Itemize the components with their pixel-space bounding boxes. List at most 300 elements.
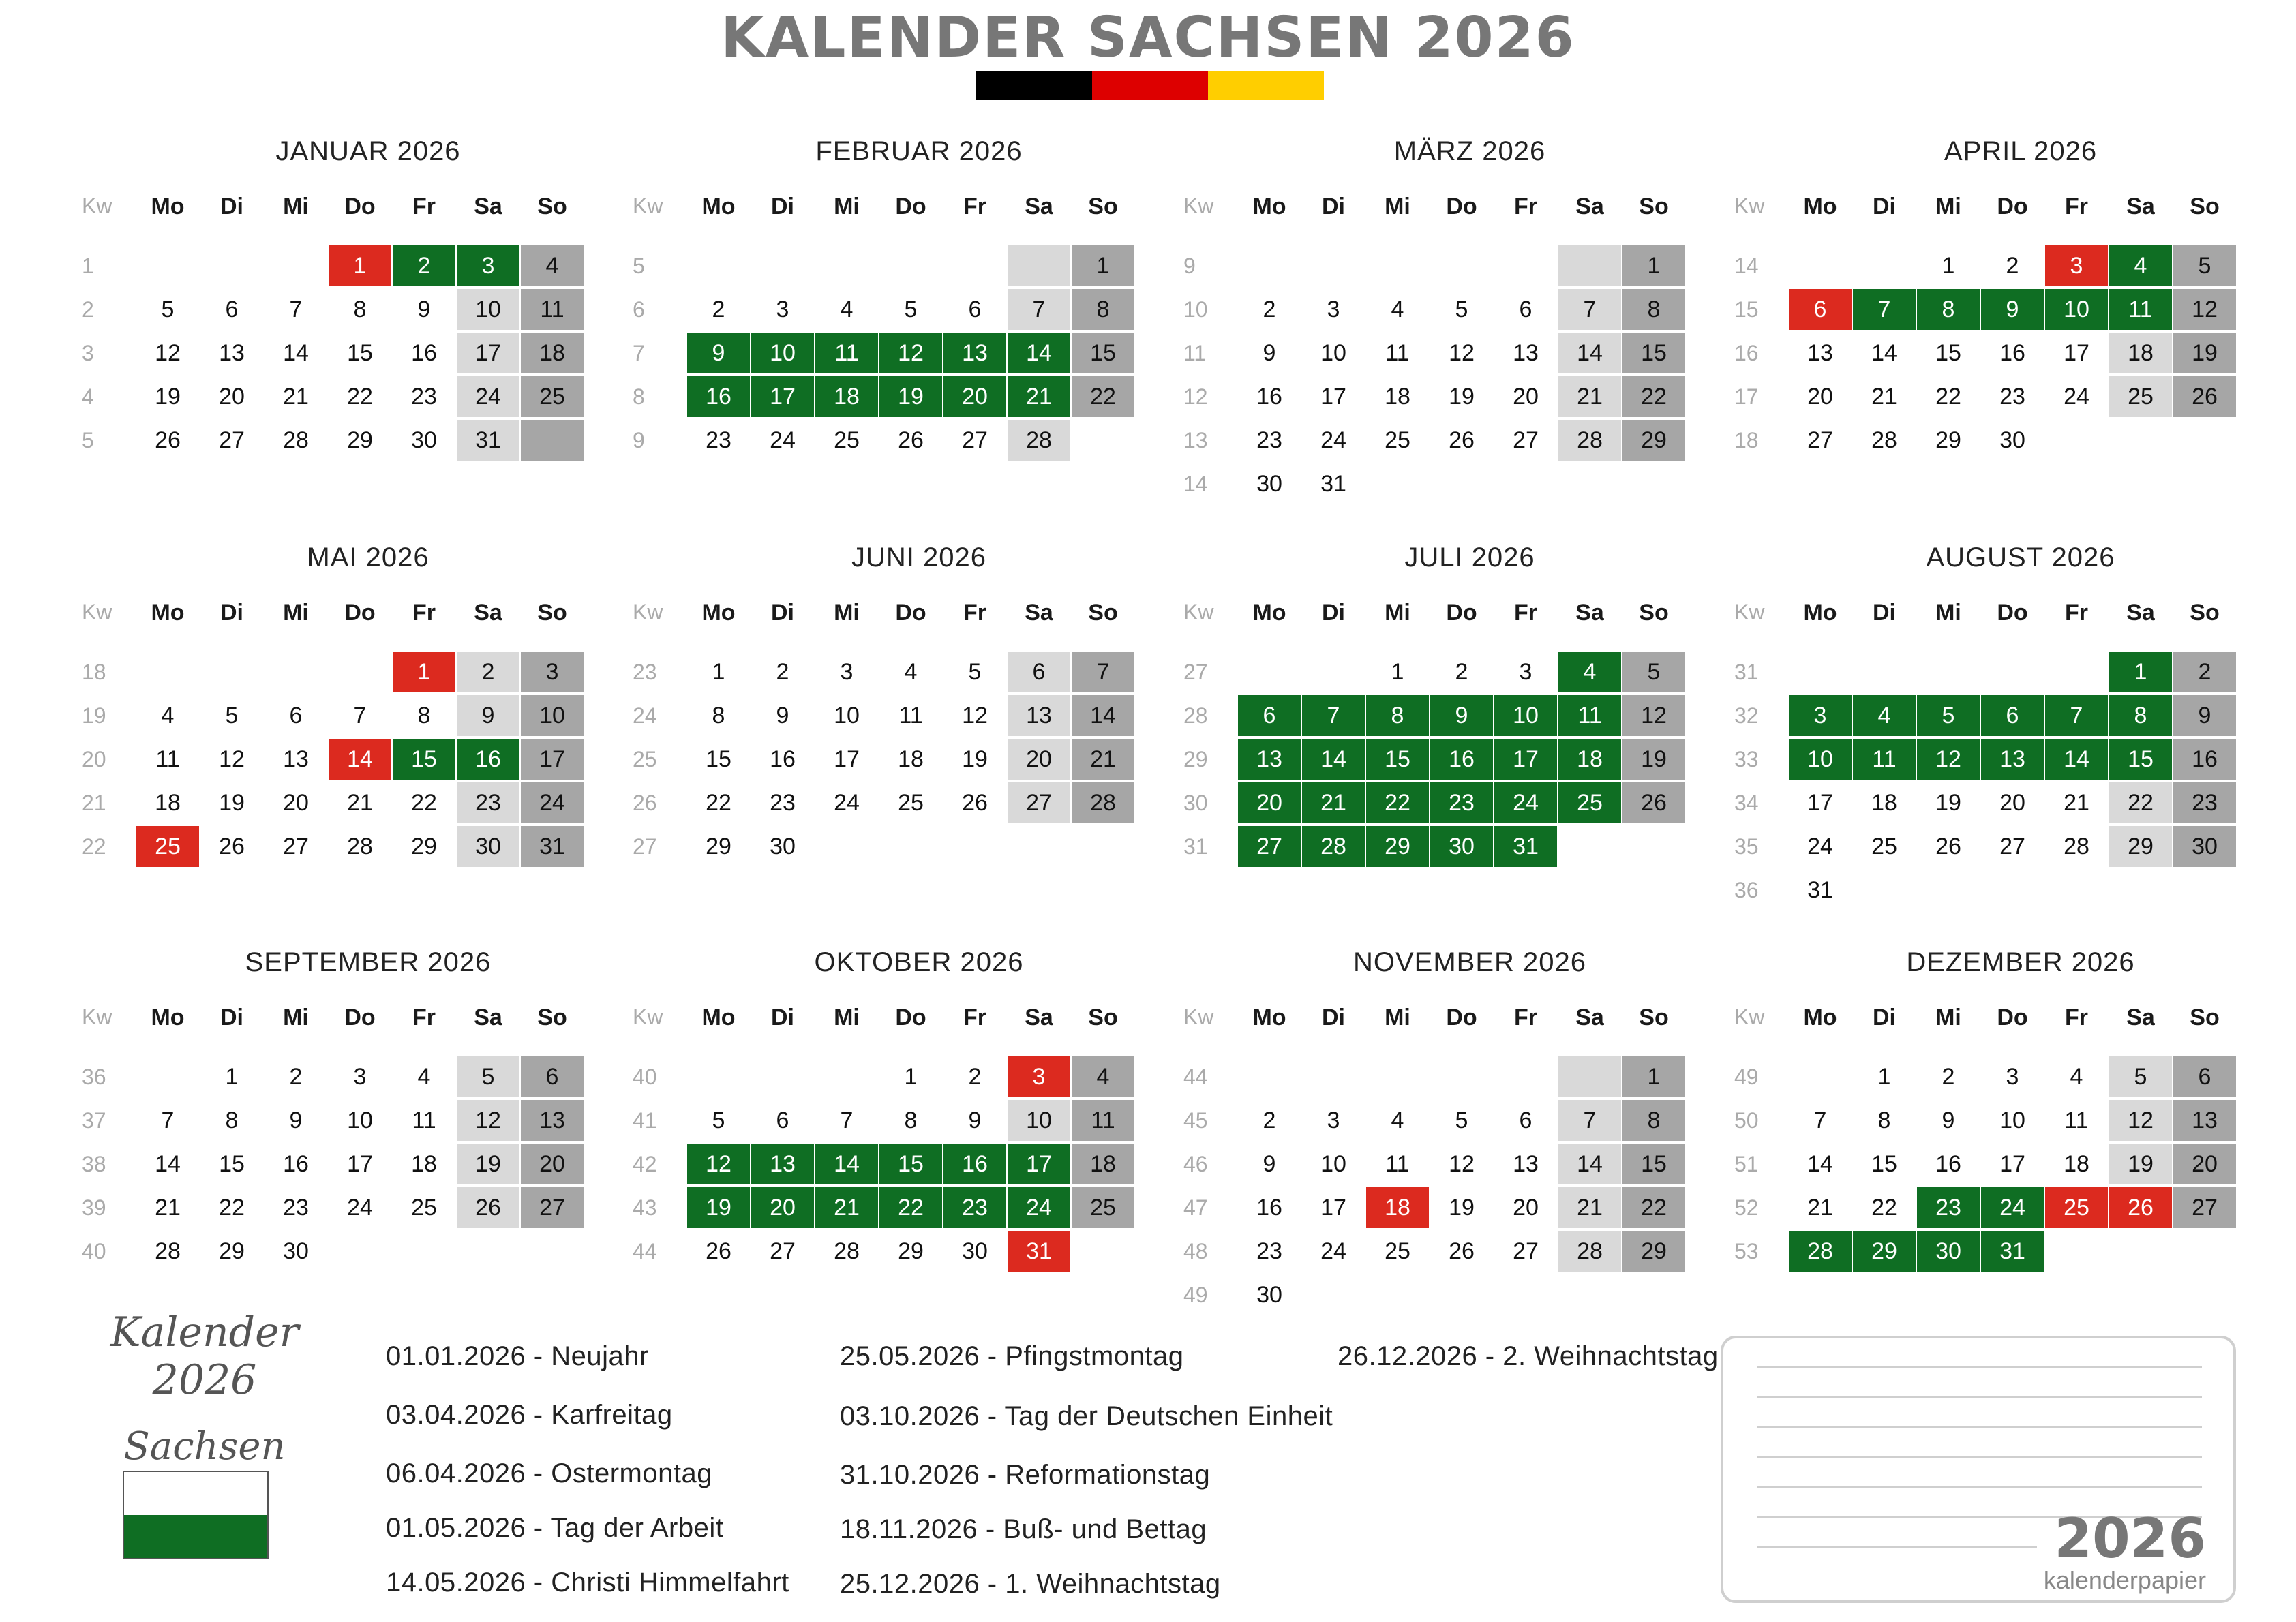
holiday-entry: 14.05.2026 - Christi Himmelfahrt (386, 1567, 789, 1597)
day-cell: 16 (2173, 739, 2236, 780)
month-title: MÄRZ 2026 (1393, 136, 1546, 166)
day-cell: 23 (706, 427, 731, 453)
month-title: AUGUST 2026 (1926, 542, 2115, 572)
week-number: 49 (1183, 1283, 1208, 1307)
day-cell: 26 (706, 1238, 731, 1264)
day-cell: 25 (521, 376, 584, 417)
day-cell: 3 (1008, 1056, 1070, 1097)
day-cell: 25 (1871, 833, 1897, 859)
month-title: JANUAR 2026 (275, 136, 461, 166)
holiday-entry: 06.04.2026 - Ostermontag (386, 1458, 712, 1488)
weekday-header: Fr (412, 1005, 436, 1030)
week-number: 22 (82, 834, 106, 859)
month-title: SEPTEMBER 2026 (245, 947, 492, 977)
weekday-header: Sa (1025, 194, 1053, 219)
day-cell: 12 (687, 1144, 750, 1184)
weekday-header: Fr (963, 194, 986, 219)
day-cell: 27 (219, 427, 245, 453)
day-cell: 16 (770, 746, 796, 772)
day-cell: 29 (219, 1238, 245, 1264)
day-cell: 21 (815, 1187, 878, 1228)
day-cell: 23 (1430, 782, 1493, 823)
day-cell: 7 (1558, 1100, 1621, 1141)
weekday-header: Mi (1385, 1005, 1410, 1030)
weekday-header: So (2190, 600, 2220, 626)
day-cell: 29 (1366, 826, 1429, 867)
day-cell: 25 (898, 790, 924, 816)
weekday-header: So (537, 194, 567, 219)
flag-stripe-black (976, 71, 1092, 100)
day-cell: 16 (943, 1144, 1006, 1184)
day-cell: 27 (1999, 833, 2025, 859)
week-number: 31 (1734, 660, 1759, 684)
month-block (75, 947, 600, 1264)
day-cell: 1 (712, 659, 725, 685)
day-cell: 9 (1263, 1151, 1276, 1177)
day-cell: 15 (706, 746, 731, 772)
week-number: 14 (1734, 254, 1759, 278)
holiday-entry: 01.05.2026 - Tag der Arbeit (386, 1513, 724, 1543)
week-number: 35 (1734, 834, 1759, 859)
day-cell: 30 (1917, 1231, 1980, 1272)
day-cell: 23 (1256, 1238, 1282, 1264)
weekday-header: So (2190, 1005, 2220, 1030)
day-cell: 8 (1072, 289, 1134, 330)
day-cell: 24 (521, 782, 584, 823)
day-cell: 25 (1385, 1238, 1410, 1264)
day-cell: 6 (2173, 1056, 2236, 1097)
weekday-header: Do (344, 194, 376, 219)
month-title: APRIL 2026 (1944, 136, 2098, 166)
day-cell: 22 (2109, 782, 2172, 823)
day-cell: 1 (904, 1064, 918, 1090)
day-cell: 1 (329, 245, 391, 286)
header-kw: Kw (1734, 194, 1765, 218)
day-cell: 14 (155, 1151, 181, 1177)
month-block (1727, 136, 2252, 453)
week-number: 7 (633, 341, 645, 365)
day-cell: 2 (457, 652, 519, 692)
day-cell: 2 (1455, 659, 1468, 685)
week-number: 48 (1183, 1239, 1208, 1264)
day-cell: 28 (1558, 420, 1621, 461)
note-line (1757, 1456, 2202, 1458)
day-cell: 13 (219, 340, 245, 366)
day-cell: 7 (840, 1107, 854, 1133)
weekday-header: Mi (1385, 194, 1410, 219)
day-cell: 19 (2109, 1144, 2172, 1184)
day-cell: 25 (1072, 1187, 1134, 1228)
day-cell: 3 (776, 296, 789, 322)
month-block (626, 136, 1151, 453)
weekday-header: Di (1873, 194, 1896, 219)
day-cell: 14 (1302, 739, 1365, 780)
day-cell: 9 (2173, 695, 2236, 736)
day-cell: 29 (347, 427, 373, 453)
weekday-header: Mo (1803, 600, 1837, 626)
week-number: 25 (633, 747, 657, 771)
note-line (1757, 1426, 2202, 1428)
day-cell: 7 (1008, 289, 1070, 330)
day-cell: 8 (225, 1107, 239, 1133)
day-cell: 1 (225, 1064, 239, 1090)
day-cell: 26 (219, 833, 245, 859)
month-block (1177, 947, 1702, 1308)
day-cell: 18 (1366, 1187, 1429, 1228)
day-cell: 2 (393, 245, 455, 286)
day-cell: 17 (1807, 790, 1833, 816)
day-cell: 2 (2173, 652, 2236, 692)
day-cell: 6 (1238, 695, 1301, 736)
empty-weekend-cell (1008, 245, 1070, 286)
month-title: FEBRUAR 2026 (815, 136, 1023, 166)
day-cell: 20 (521, 1144, 584, 1184)
month-title: DEZEMBER 2026 (1906, 947, 2135, 977)
day-cell: 13 (1008, 695, 1070, 736)
day-cell: 29 (2109, 826, 2172, 867)
header-kw: Kw (1183, 600, 1214, 624)
day-cell: 22 (1622, 1187, 1685, 1228)
weekday-header: Mo (1252, 600, 1286, 626)
day-cell: 2 (1263, 296, 1276, 322)
header-kw: Kw (1183, 1005, 1214, 1029)
day-cell: 5 (1455, 1107, 1468, 1133)
day-cell: 3 (521, 652, 584, 692)
day-cell: 19 (962, 746, 988, 772)
day-cell: 3 (457, 245, 519, 286)
day-cell: 7 (1813, 1107, 1827, 1133)
day-cell: 17 (834, 746, 860, 772)
day-cell: 11 (2064, 1107, 2089, 1133)
day-cell: 3 (1789, 695, 1852, 736)
day-cell: 15 (879, 1144, 942, 1184)
day-cell: 11 (1385, 1151, 1410, 1177)
day-cell: 15 (1072, 333, 1134, 373)
day-cell: 20 (1999, 790, 2025, 816)
day-cell: 10 (1320, 1151, 1346, 1177)
day-cell: 25 (1385, 427, 1410, 453)
day-cell: 30 (411, 427, 437, 453)
day-cell: 21 (1807, 1195, 1833, 1221)
day-cell: 17 (1008, 1144, 1070, 1184)
day-cell: 11 (1072, 1100, 1134, 1141)
month-title: OKTOBER 2026 (814, 947, 1024, 977)
day-cell: 10 (1008, 1100, 1070, 1141)
day-cell: 12 (155, 340, 181, 366)
day-cell: 28 (1558, 1231, 1621, 1272)
day-cell: 8 (1877, 1107, 1891, 1133)
day-cell: 4 (521, 245, 584, 286)
day-cell: 9 (687, 333, 750, 373)
day-cell: 9 (1981, 289, 2044, 330)
day-cell: 18 (898, 746, 924, 772)
weekday-header: Mo (151, 600, 185, 626)
header-kw: Kw (82, 194, 112, 218)
day-cell: 19 (1622, 739, 1685, 780)
brand-year: 2026 (2054, 1507, 2206, 1570)
day-cell: 24 (2064, 384, 2089, 410)
week-number: 6 (633, 297, 645, 322)
saxony-flag (123, 1471, 269, 1559)
day-cell: 27 (1238, 826, 1301, 867)
day-cell: 26 (1449, 427, 1475, 453)
weekday-header: Fr (412, 600, 436, 626)
day-cell: 4 (1391, 296, 1404, 322)
week-number: 53 (1734, 1239, 1759, 1264)
day-cell: 9 (968, 1107, 982, 1133)
day-cell: 6 (1981, 695, 2044, 736)
day-cell: 4 (904, 659, 918, 685)
day-cell: 28 (347, 833, 373, 859)
day-cell: 27 (2173, 1187, 2236, 1228)
weekday-header: Fr (963, 600, 986, 626)
day-cell: 15 (1935, 340, 1961, 366)
day-cell: 16 (1935, 1151, 1961, 1177)
day-cell: 8 (1622, 1100, 1685, 1141)
day-cell: 5 (161, 296, 175, 322)
month-block (1727, 542, 2252, 903)
header-kw: Kw (1183, 194, 1214, 218)
day-cell: 30 (2173, 826, 2236, 867)
weekday-header: Mo (701, 194, 736, 219)
day-cell: 22 (1366, 782, 1429, 823)
week-number: 45 (1183, 1108, 1208, 1133)
week-number: 40 (82, 1239, 106, 1264)
day-cell: 3 (1519, 659, 1532, 685)
day-cell: 17 (1320, 384, 1346, 410)
day-cell: 6 (968, 296, 982, 322)
day-cell: 30 (770, 833, 796, 859)
day-cell: 5 (2109, 1056, 2172, 1097)
day-cell: 11 (898, 703, 923, 729)
day-cell: 3 (2045, 245, 2108, 286)
day-cell: 4 (1072, 1056, 1134, 1097)
day-cell: 15 (393, 739, 455, 780)
day-cell: 6 (1519, 296, 1532, 322)
day-cell: 22 (1072, 376, 1134, 417)
day-cell: 8 (904, 1107, 918, 1133)
day-cell: 7 (1302, 695, 1365, 736)
day-cell: 1 (1622, 1056, 1685, 1097)
week-number: 1 (82, 254, 94, 278)
day-cell: 17 (457, 333, 519, 373)
day-cell: 30 (1256, 471, 1282, 497)
script-title-line2: Sachsen (123, 1424, 286, 1469)
day-cell: 5 (1622, 652, 1685, 692)
weekday-header: Mi (834, 194, 860, 219)
day-cell: 15 (1871, 1151, 1897, 1177)
day-cell: 16 (1256, 1195, 1282, 1221)
holiday-entry: 31.10.2026 - Reformationstag (840, 1460, 1211, 1490)
month-block (626, 542, 1151, 859)
week-number: 5 (82, 428, 94, 453)
day-cell: 14 (1871, 340, 1897, 366)
day-cell: 14 (1558, 333, 1621, 373)
day-cell: 18 (1558, 739, 1621, 780)
weekday-header: Fr (1514, 194, 1537, 219)
month-block (626, 947, 1151, 1264)
weekday-header: Mo (1803, 1005, 1837, 1030)
day-cell: 7 (1853, 289, 1916, 330)
day-cell: 17 (1999, 1151, 2025, 1177)
day-cell: 4 (1558, 652, 1621, 692)
day-cell: 9 (1942, 1107, 1955, 1133)
day-cell: 6 (776, 1107, 789, 1133)
day-cell: 29 (706, 833, 731, 859)
day-cell: 4 (1853, 695, 1916, 736)
day-cell: 27 (1807, 427, 1833, 453)
day-cell: 1 (1622, 245, 1685, 286)
month-title: NOVEMBER 2026 (1353, 947, 1587, 977)
day-cell: 18 (2109, 333, 2172, 373)
brand-name: kalenderpapier (2043, 1566, 2206, 1594)
day-cell: 21 (1871, 384, 1897, 410)
day-cell: 23 (1917, 1187, 1980, 1228)
day-cell: 6 (1519, 1107, 1532, 1133)
day-cell: 11 (1558, 695, 1621, 736)
day-cell: 23 (1999, 384, 2025, 410)
note-line (1757, 1396, 2202, 1398)
day-cell: 11 (412, 1107, 436, 1133)
day-cell: 1 (1877, 1064, 1891, 1090)
weekday-header: Sa (1025, 1005, 1053, 1030)
day-cell: 13 (1807, 340, 1833, 366)
week-number: 14 (1183, 472, 1208, 496)
holiday-entry: 01.01.2026 - Neujahr (386, 1341, 649, 1371)
day-cell: 12 (1449, 340, 1475, 366)
weekday-header: Sa (474, 600, 502, 626)
weekday-header: Fr (2065, 600, 2088, 626)
day-cell: 14 (329, 739, 391, 780)
day-cell: 21 (1558, 376, 1621, 417)
day-cell: 1 (1391, 659, 1404, 685)
day-cell: 4 (2070, 1064, 2083, 1090)
day-cell: 24 (1008, 1187, 1070, 1228)
day-cell: 11 (815, 333, 878, 373)
day-cell: 4 (840, 296, 854, 322)
weekday-header: Do (895, 194, 926, 219)
day-cell: 19 (687, 1187, 750, 1228)
day-cell: 25 (834, 427, 860, 453)
weekday-header: Fr (412, 194, 436, 219)
day-cell: 18 (2064, 1151, 2089, 1177)
week-number: 10 (1183, 297, 1208, 322)
weekday-header: So (1639, 600, 1669, 626)
day-cell: 21 (2064, 790, 2089, 816)
day-cell: 10 (1789, 739, 1852, 780)
weekday-header: Di (220, 600, 243, 626)
day-cell: 31 (1494, 826, 1557, 867)
weekday-header: Mo (1252, 194, 1286, 219)
day-cell: 18 (521, 333, 584, 373)
day-cell: 26 (2173, 376, 2236, 417)
day-cell: 8 (1622, 289, 1685, 330)
day-cell: 12 (2109, 1100, 2172, 1141)
day-cell: 17 (751, 376, 814, 417)
day-cell: 3 (1327, 1107, 1340, 1133)
day-cell: 30 (1256, 1282, 1282, 1308)
day-cell: 13 (1513, 340, 1539, 366)
day-cell: 27 (1008, 782, 1070, 823)
day-cell: 24 (347, 1195, 373, 1221)
day-cell: 5 (457, 1056, 519, 1097)
day-cell: 20 (751, 1187, 814, 1228)
week-number: 29 (1183, 747, 1208, 771)
day-cell: 11 (2109, 289, 2172, 330)
weekday-header: Di (220, 1005, 243, 1030)
day-cell: 13 (1981, 739, 2044, 780)
day-cell: 30 (283, 1238, 309, 1264)
day-cell: 24 (1320, 427, 1346, 453)
day-cell: 26 (1935, 833, 1961, 859)
day-cell: 6 (1008, 652, 1070, 692)
day-cell: 10 (751, 333, 814, 373)
day-cell: 26 (1622, 782, 1685, 823)
day-cell: 18 (1072, 1144, 1134, 1184)
day-cell: 19 (457, 1144, 519, 1184)
weekday-header: Mi (1935, 600, 1961, 626)
day-cell: 23 (1256, 427, 1282, 453)
day-cell: 11 (1853, 739, 1916, 780)
day-cell: 23 (457, 782, 519, 823)
day-cell: 28 (834, 1238, 860, 1264)
day-cell: 21 (155, 1195, 181, 1221)
month-block (1727, 947, 2252, 1264)
day-cell: 26 (898, 427, 924, 453)
weekday-header: So (1639, 194, 1669, 219)
day-cell: 22 (1935, 384, 1961, 410)
day-cell: 10 (457, 289, 519, 330)
weekday-header: Mi (1935, 194, 1961, 219)
day-cell: 22 (1871, 1195, 1897, 1221)
german-flag-bar (976, 71, 1324, 100)
day-cell: 13 (1513, 1151, 1539, 1177)
day-cell: 12 (457, 1100, 519, 1141)
day-cell: 5 (1917, 695, 1980, 736)
weekday-header: Mo (151, 1005, 185, 1030)
week-number: 52 (1734, 1195, 1759, 1220)
week-number: 3 (82, 341, 94, 365)
weekday-header: Fr (2065, 194, 2088, 219)
weekday-header: Do (344, 600, 376, 626)
day-cell: 6 (225, 296, 239, 322)
day-cell: 4 (2109, 245, 2172, 286)
day-cell: 13 (943, 333, 1006, 373)
weekday-header: Sa (1575, 194, 1604, 219)
day-cell: 19 (1449, 384, 1475, 410)
week-number: 39 (82, 1195, 106, 1220)
header-kw: Kw (82, 1005, 112, 1029)
day-cell: 9 (457, 695, 519, 736)
day-cell: 9 (289, 1107, 303, 1133)
day-cell: 16 (411, 340, 437, 366)
day-cell: 12 (1622, 695, 1685, 736)
month-block (1177, 136, 1702, 497)
weekday-header: Sa (474, 194, 502, 219)
weekday-header: Mi (283, 194, 309, 219)
day-cell: 20 (943, 376, 1006, 417)
day-cell: 7 (1558, 289, 1621, 330)
day-cell: 20 (1807, 384, 1833, 410)
day-cell: 5 (2173, 245, 2236, 286)
weekday-header: Di (771, 600, 794, 626)
week-number: 27 (633, 834, 657, 859)
day-cell: 9 (417, 296, 431, 322)
weekday-header: So (537, 600, 567, 626)
week-number: 41 (633, 1108, 657, 1133)
day-cell: 15 (219, 1151, 245, 1177)
day-cell: 20 (1513, 1195, 1539, 1221)
